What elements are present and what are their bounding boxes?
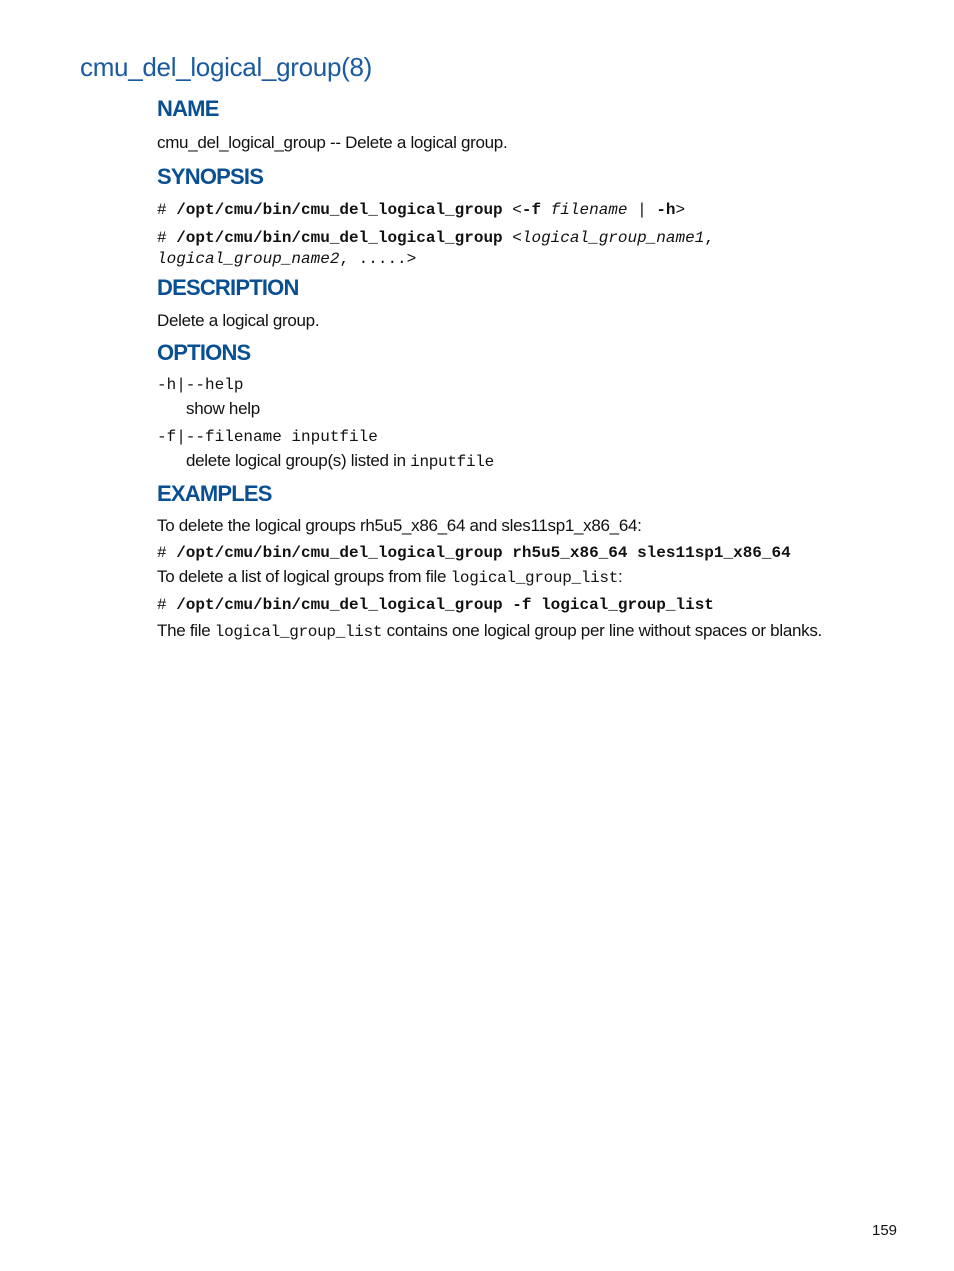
prompt-symbol: # bbox=[157, 596, 177, 614]
command-path: /opt/cmu/bin/cmu_del_logical_group bbox=[176, 229, 503, 247]
manpage-content bbox=[157, 94, 917, 643]
name-text: cmu_del_logical_group -- Delete a logical group. bbox=[157, 133, 508, 152]
outro-code: logical_group_list bbox=[214, 623, 383, 641]
angle-close: > bbox=[675, 201, 686, 219]
flag-f: -f bbox=[521, 201, 542, 219]
option-desc bbox=[157, 398, 917, 421]
page-number: 159 bbox=[872, 1222, 898, 1239]
space bbox=[541, 201, 551, 219]
arg-group-name-1: logical_group_name1 bbox=[521, 229, 705, 247]
synopsis-line-1 bbox=[157, 200, 917, 221]
option-desc-code: inputfile bbox=[410, 453, 494, 471]
space bbox=[503, 201, 513, 219]
example-command-2 bbox=[157, 595, 917, 616]
option-desc-text: show help bbox=[186, 399, 260, 418]
option-desc bbox=[157, 450, 917, 473]
example-command-1 bbox=[157, 543, 917, 564]
example-intro-2 bbox=[157, 566, 917, 589]
separator: | bbox=[627, 201, 657, 219]
intro-text: To delete a list of logical groups from file bbox=[157, 567, 451, 586]
angle-open: < bbox=[512, 229, 522, 247]
option-item bbox=[157, 375, 917, 421]
flag-h: -h bbox=[656, 201, 676, 219]
description-text: Delete a logical group. bbox=[157, 311, 320, 330]
option-item bbox=[157, 427, 917, 473]
outro-post: contains one logical group per line without spaces or blanks. bbox=[382, 621, 822, 640]
prompt-symbol: # bbox=[157, 544, 177, 562]
synopsis-line-2 bbox=[157, 228, 917, 270]
prompt-symbol: # bbox=[157, 229, 177, 247]
example-outro bbox=[157, 620, 917, 643]
arg-rest: , .....> bbox=[339, 250, 417, 268]
example-intro-1: To delete the logical groups rh5u5_x86_64 and sles11sp1_x86_64: bbox=[157, 516, 642, 535]
arg-group-name-2: logical_group_name2 bbox=[157, 250, 340, 268]
option-flag: -h|--help bbox=[157, 376, 244, 394]
options-heading: OPTIONS bbox=[157, 340, 251, 365]
command-text: /opt/cmu/bin/cmu_del_logical_group rh5u5_x86_64 sles11sp1_x86_64 bbox=[176, 544, 791, 562]
comma: , bbox=[704, 229, 714, 247]
prompt-symbol: # bbox=[157, 201, 177, 219]
option-desc-text: delete logical group(s) listed in bbox=[186, 451, 411, 470]
page-title: cmu_del_logical_group(8) bbox=[80, 52, 372, 82]
command-text: /opt/cmu/bin/cmu_del_logical_group -f logical_group_list bbox=[176, 596, 714, 614]
intro-tail: : bbox=[618, 567, 623, 586]
intro-code: logical_group_list bbox=[450, 569, 619, 587]
option-flag: -f|--filename inputfile bbox=[157, 428, 378, 446]
examples-heading: EXAMPLES bbox=[157, 481, 272, 506]
angle-open: < bbox=[512, 201, 522, 219]
synopsis-heading: SYNOPSIS bbox=[157, 164, 264, 189]
name-heading: NAME bbox=[157, 96, 219, 121]
command-path: /opt/cmu/bin/cmu_del_logical_group bbox=[176, 201, 503, 219]
description-heading: DESCRIPTION bbox=[157, 275, 299, 300]
space bbox=[503, 229, 513, 247]
outro-pre: The file bbox=[157, 621, 215, 640]
arg-filename: filename bbox=[550, 201, 628, 219]
